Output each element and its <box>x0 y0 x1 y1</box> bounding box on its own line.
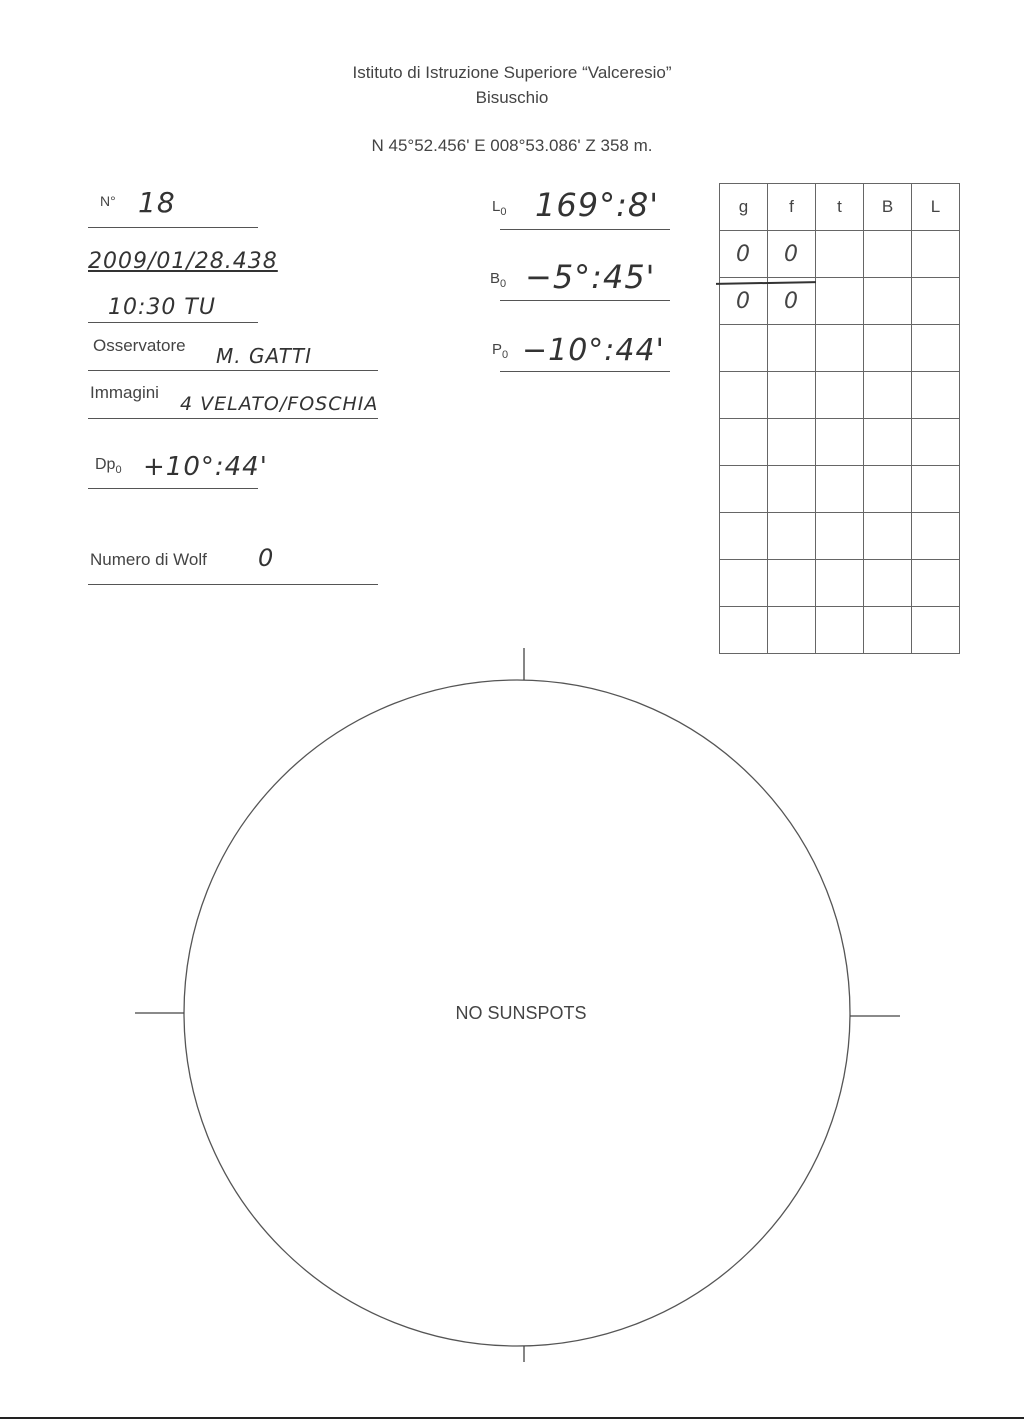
table-cell <box>720 325 768 372</box>
dp0-value: +10°:44' <box>143 452 268 482</box>
l0-label: $L_0$ <box>492 198 507 218</box>
table-cell <box>816 325 864 372</box>
date-value: 2009/01/28.438 <box>88 249 278 274</box>
table-cell: 0 <box>720 278 768 325</box>
table-cell <box>864 513 912 560</box>
table-cell <box>912 419 960 466</box>
scan-edge-line <box>0 1417 1024 1419</box>
table-cell <box>768 372 816 419</box>
table-cell <box>864 278 912 325</box>
table-cell <box>912 513 960 560</box>
observer-label: Osservatore <box>93 336 186 355</box>
table-row <box>720 466 960 513</box>
observer-underline <box>88 370 378 371</box>
table-cell <box>864 560 912 607</box>
coordinates: N 45°52.456' E 008°53.086' Z 358 m. <box>371 136 653 155</box>
table-cell: 0 <box>768 231 816 278</box>
col-header-b: B <box>864 184 912 231</box>
table-cell <box>816 372 864 419</box>
table-cell <box>912 325 960 372</box>
col-header-g: g <box>720 184 768 231</box>
b0-underline <box>500 300 670 301</box>
table-cell <box>816 560 864 607</box>
table-row <box>720 325 960 372</box>
table-cell <box>816 278 864 325</box>
images-underline <box>88 418 378 419</box>
table-cell <box>864 372 912 419</box>
table-cell <box>912 372 960 419</box>
table-cell <box>720 560 768 607</box>
col-header-t: t <box>816 184 864 231</box>
b0-value: −5°:45' <box>525 258 656 296</box>
table-cell <box>816 419 864 466</box>
table-header-row <box>720 184 960 231</box>
l0-value: 169°:8' <box>535 186 660 224</box>
p0-underline <box>500 371 670 372</box>
wolf-label: Numero di Wolf <box>90 550 207 569</box>
b0-label: $B_0$ <box>490 270 507 290</box>
number-value: 18 <box>138 186 176 219</box>
institute-title: Istituto di Istruzione Superiore “Valceresio” <box>352 63 672 82</box>
table-cell <box>912 231 960 278</box>
table-cell <box>912 560 960 607</box>
table-row <box>720 372 960 419</box>
table-row <box>720 513 960 560</box>
table-cell <box>768 325 816 372</box>
number-underline <box>88 227 258 228</box>
table-cell <box>720 513 768 560</box>
table-cell <box>864 466 912 513</box>
table-row <box>720 231 960 278</box>
col-header-f: f <box>768 184 816 231</box>
time-underline <box>88 322 258 323</box>
table-cell <box>816 231 864 278</box>
observer-value: M. GATTI <box>216 344 313 368</box>
table-cell <box>768 560 816 607</box>
col-header-l: L <box>912 184 960 231</box>
images-value: 4 VELATO/FOSCHIA <box>180 393 379 415</box>
table-cell <box>768 419 816 466</box>
number-label: N° <box>100 193 116 209</box>
no-sunspots-note: NO SUNSPOTS <box>455 1003 587 1023</box>
dp0-label: $Dp_0$ <box>95 456 122 477</box>
wolf-underline <box>88 584 378 585</box>
table-cell <box>912 278 960 325</box>
table-cell <box>720 372 768 419</box>
table-cell <box>912 466 960 513</box>
wolf-value: 0 <box>258 544 275 572</box>
table-cell <box>816 466 864 513</box>
table-cell <box>768 513 816 560</box>
table-cell <box>720 466 768 513</box>
images-label: Immagini <box>90 383 159 402</box>
time-value: 10:30 TU <box>108 295 216 320</box>
table-row <box>720 560 960 607</box>
table-cell: 0 <box>768 278 816 325</box>
table-cell <box>864 231 912 278</box>
p0-label: $P_0$ <box>492 341 509 361</box>
l0-underline <box>500 229 670 230</box>
town-name: Bisuschio <box>475 88 549 107</box>
table-cell <box>720 419 768 466</box>
table-cell <box>816 513 864 560</box>
table-cell <box>864 419 912 466</box>
table-cell <box>768 466 816 513</box>
sunspot-group-table <box>719 183 960 654</box>
p0-value: −10°:44' <box>522 333 665 368</box>
table-row <box>720 278 960 325</box>
dp0-underline <box>88 488 258 489</box>
table-row <box>720 419 960 466</box>
table-cell <box>864 325 912 372</box>
table-cell: 0 <box>720 231 768 278</box>
